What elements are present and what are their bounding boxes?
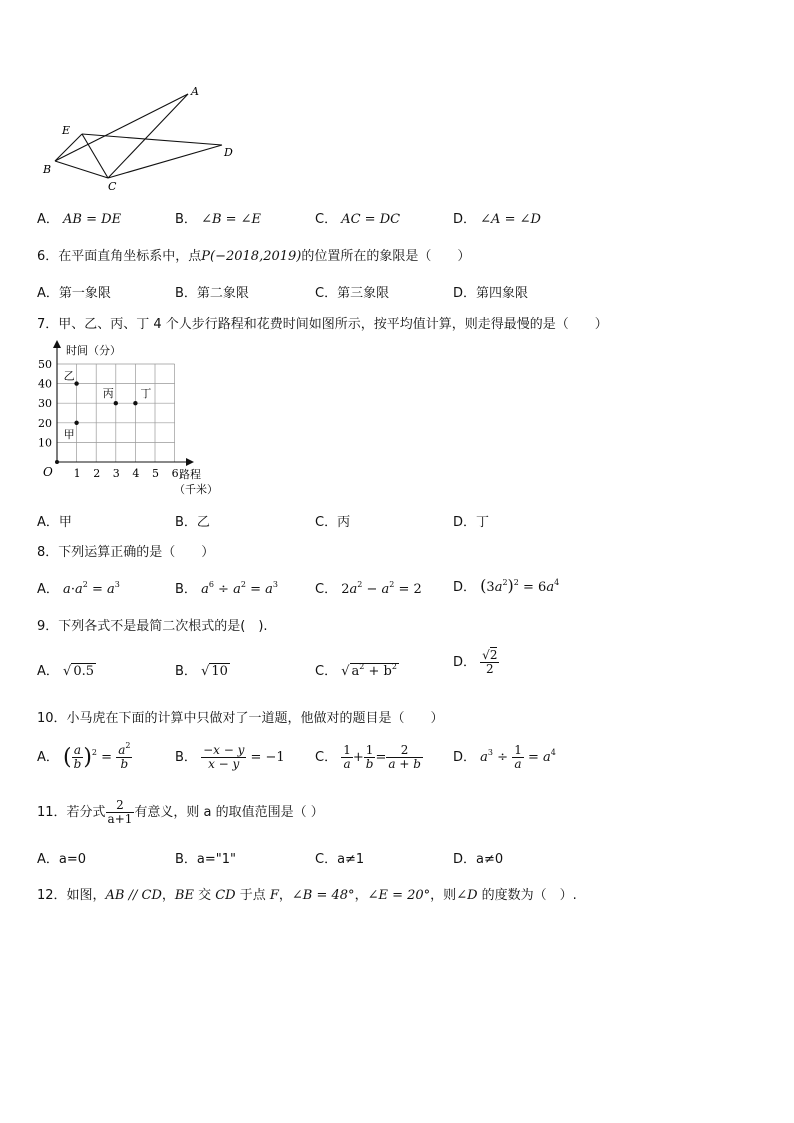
q7-option-a[interactable]: A．甲: [37, 515, 72, 530]
y-tick-label: 10: [38, 436, 52, 450]
point-label-d: D: [224, 146, 233, 159]
q6-option-b[interactable]: B．第二象限: [175, 286, 249, 301]
q6-option-d[interactable]: D．第四象限: [453, 286, 529, 301]
x-tick-label: 3: [112, 467, 120, 480]
q10-option-d[interactable]: D． $a^3$ ÷ $\frac{1}{a}$ = $a^4$: [453, 743, 556, 772]
y-axis-arrow: [53, 340, 61, 348]
data-point-label: 丁: [140, 387, 152, 401]
q7-option-d[interactable]: D．丁: [453, 515, 490, 530]
q10-stem: 10．小马虎在下面的计算中只做对了一道题，他做对的题目是（ ）: [37, 711, 444, 726]
q5-option-b[interactable]: B． ∠B = ∠E: [175, 212, 262, 227]
q7-option-b[interactable]: B．乙: [175, 515, 210, 530]
y-tick-label: 20: [38, 416, 52, 430]
data-point-label: 乙: [63, 369, 75, 383]
origin-label: O: [43, 465, 53, 479]
q8-option-a[interactable]: A． $a\cdot a^2 = a^3$: [37, 580, 120, 597]
x-axis-label: 路程: [179, 468, 201, 481]
segment-ed: [82, 134, 222, 145]
x-axis-unit: （千米）: [174, 483, 218, 496]
q5-option-d[interactable]: D． ∠A = ∠D: [453, 212, 541, 227]
data-point: [74, 381, 78, 385]
x-tick-label: 1: [73, 467, 81, 480]
q8-option-d[interactable]: D． $(3a^2)^2 = 6a^4$: [453, 576, 560, 595]
point-label-c: C: [108, 180, 117, 193]
segment-ca: [108, 94, 188, 178]
q9-option-b[interactable]: B． √ 10: [175, 664, 228, 679]
data-point-label: 丙: [102, 387, 114, 401]
q12-stem: 12．如图，AB // CD，BE 交 CD 于点 F，∠B = 48°，∠E = 20°，则∠D 的度数为（ ）.: [37, 888, 577, 903]
q6-option-a[interactable]: A．第一象限: [37, 286, 111, 301]
q11-stem: 11．若分式 $\frac{2}{a+1}$ 有意义，则 a 的取值范围是（ ）: [37, 798, 324, 827]
data-point: [133, 401, 137, 405]
y-tick-label: 50: [38, 358, 52, 371]
segment-be: [55, 134, 82, 161]
q6-stem: 6．在平面直角坐标系中，点P(−2018,2019)的位置所在的象限是（ ）: [37, 249, 471, 264]
y-tick-label: 30: [38, 397, 52, 411]
q11-option-a[interactable]: A．a=0: [37, 852, 87, 867]
x-tick-label: 5: [152, 467, 159, 480]
q8-option-b[interactable]: B． $a^6 \div a^2 = a^3$: [175, 580, 278, 597]
point-label-a: A: [191, 85, 199, 98]
point-label-b: B: [43, 163, 52, 176]
q9-option-d[interactable]: D． $\frac{√2}{2}$: [453, 648, 498, 677]
q7-stem: 7．甲、乙、丙、丁 4 个人步行路程和花费时间如图所示，按平均值计算，则走得最慢的是（ ）: [37, 317, 608, 332]
origin-point: [55, 460, 59, 464]
data-point: [74, 421, 78, 425]
q11-option-b[interactable]: B．a="1": [175, 852, 237, 867]
q5-option-a[interactable]: A． AB = DE: [37, 212, 122, 227]
segment-cd: [108, 145, 222, 178]
data-point: [114, 401, 118, 405]
q10-option-a[interactable]: A． ( $\frac{a}{b}$ )$^2$ = $\frac{a^2}{b}$: [37, 741, 131, 772]
q10-option-b[interactable]: B． $\frac{-x - y}{x - y}$ = −1: [175, 743, 285, 772]
q8-stem: 8．下列运算正确的是（ ）: [37, 545, 215, 560]
data-point-label: 甲: [63, 427, 75, 441]
x-tick-label: 2: [93, 467, 101, 480]
q7-option-c[interactable]: C．丙: [315, 515, 351, 530]
walking-chart: [36, 338, 226, 498]
q8-option-c[interactable]: C． $2a^2 - a^2 = 2$: [315, 580, 422, 597]
q11-option-c[interactable]: C．a≠1: [315, 852, 365, 867]
q9-option-c[interactable]: C． √ $a^2 + b^2$: [315, 662, 397, 679]
x-tick-label: 4: [132, 467, 140, 480]
triangle-figure: [36, 82, 246, 194]
q9-option-a[interactable]: A． √ 0.5: [37, 664, 95, 679]
x-tick-label: 6: [171, 467, 179, 480]
q5-option-c[interactable]: C． AC = DC: [315, 212, 401, 227]
y-tick-label: 40: [38, 377, 52, 391]
q9-stem: 9．下列各式不是最简二次根式的是( ).: [37, 619, 268, 634]
y-axis-label: 时间（分）: [66, 344, 121, 357]
q11-option-d[interactable]: D．a≠0: [453, 852, 504, 867]
x-axis-arrow: [186, 458, 194, 466]
q10-option-c[interactable]: C． $\frac{1}{a}$ + $\frac{1}{b}$ = $\frac{2}{a + b}$: [315, 743, 421, 772]
segment-ba: [55, 94, 188, 161]
q6-option-c[interactable]: C．第三象限: [315, 286, 390, 301]
point-label-e: E: [62, 124, 71, 137]
